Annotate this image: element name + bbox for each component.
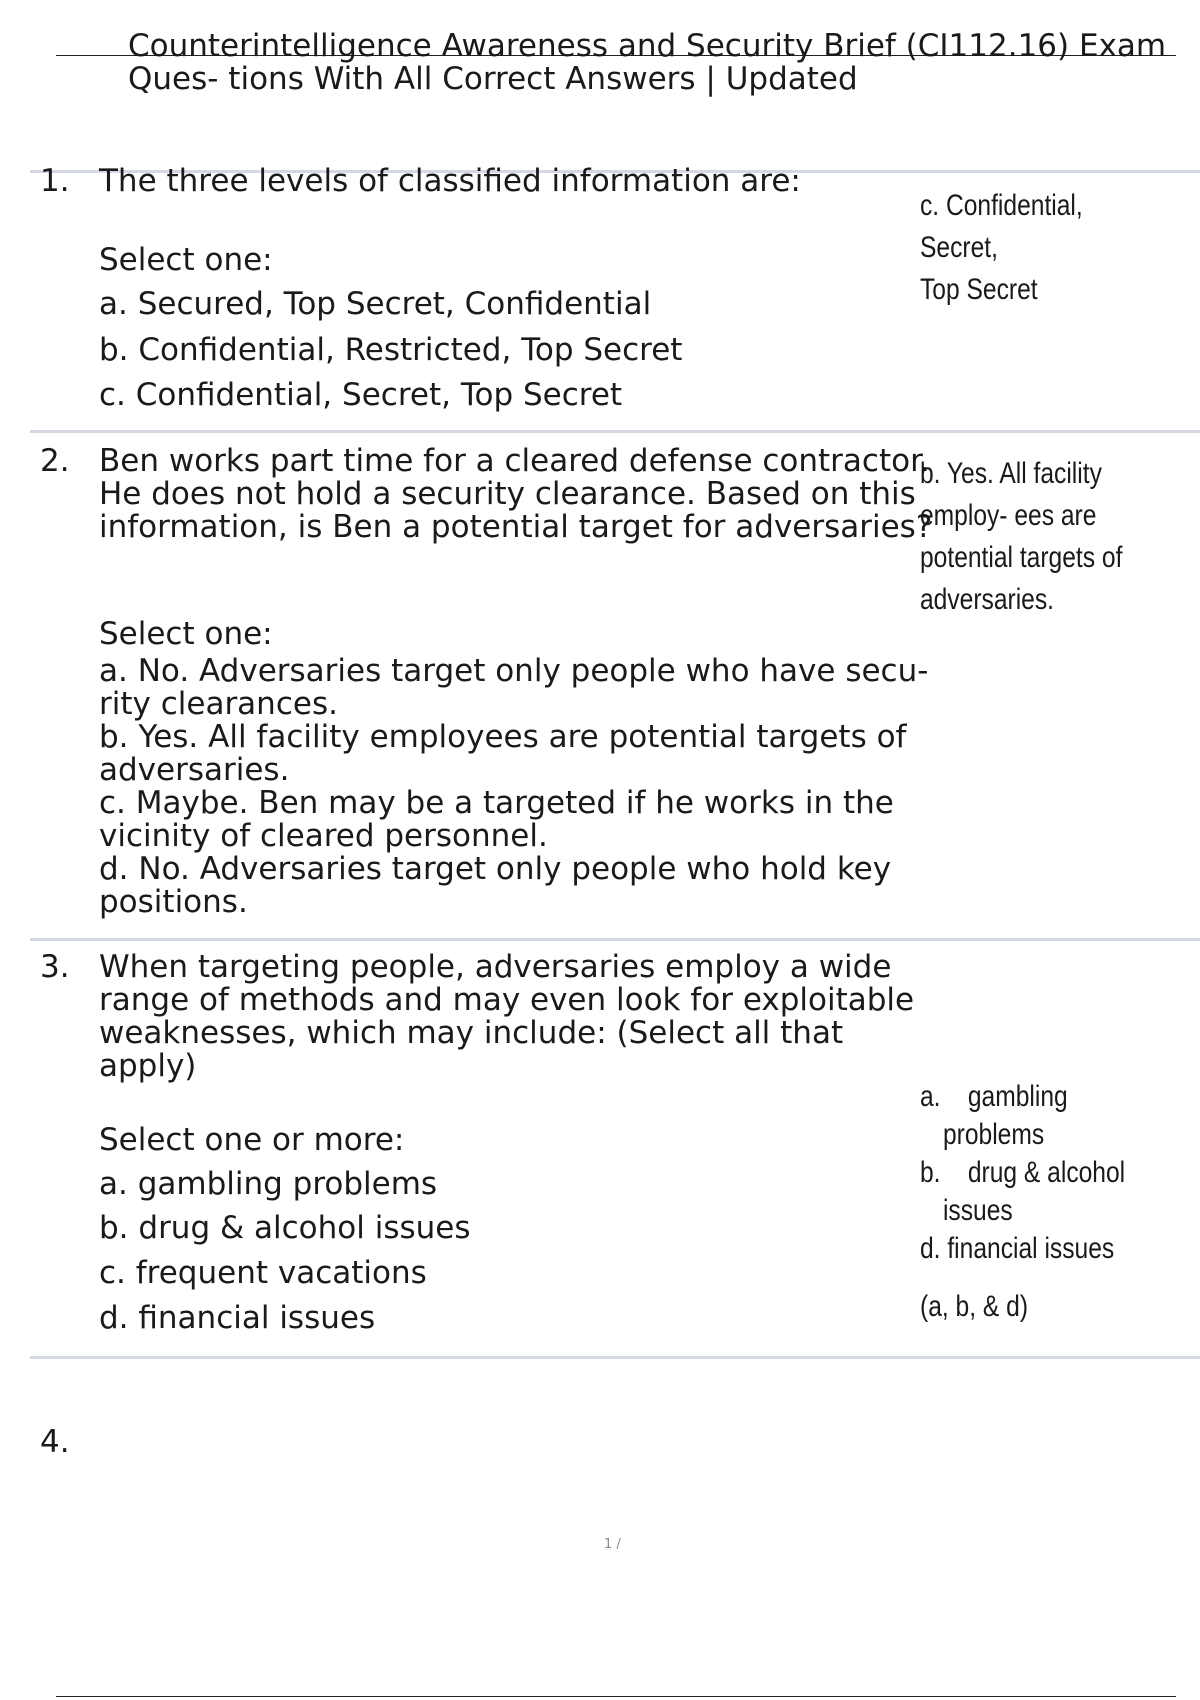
answer-line: employ- ees are bbox=[920, 499, 1097, 532]
answer-line: Top Secret bbox=[920, 273, 1038, 306]
answer-line: (a, b, & d) bbox=[920, 1290, 1029, 1323]
answer-line: b. drug & alcohol bbox=[920, 1156, 1126, 1189]
option-c: c. Maybe. Ben may be a targeted if he works in the vicinity of cleared personnel. bbox=[99, 785, 894, 854]
option-a: a. Secured, Top Secret, Confidential bbox=[99, 286, 652, 322]
question-number: 2. bbox=[40, 443, 70, 479]
question-number: 3. bbox=[40, 949, 70, 985]
document-title: Counterintelligence Awareness and Security Brief (CI112.16) Exam Ques- tions With All Correct Answers | Updated bbox=[128, 28, 1167, 97]
option-c: c. frequent vacations bbox=[99, 1255, 427, 1291]
option-a: a. gambling problems bbox=[99, 1166, 438, 1202]
question-text: Ben works part time for a cleared defense contractor. He does not hold a security clearance. Based on this information, is Ben a potential target for adversaries? bbox=[99, 443, 933, 545]
question-row-1 bbox=[30, 163, 1200, 433]
select-label: Select one: bbox=[99, 616, 273, 652]
correct-answer bbox=[920, 453, 1141, 621]
answer-line: adversaries. bbox=[920, 583, 1054, 616]
option-a: a. No. Adversaries target only people who have secu- rity clearances. bbox=[99, 653, 929, 722]
page-number: 1 / bbox=[604, 1537, 621, 1552]
question-number: 1. bbox=[40, 163, 70, 199]
answer-line: c. Confidential, Secret, bbox=[920, 189, 1083, 264]
answer-line: potential targets of bbox=[920, 541, 1123, 574]
question-number: 4. bbox=[40, 1424, 70, 1460]
option-b: b. drug & alcohol issues bbox=[99, 1210, 471, 1246]
correct-answer bbox=[920, 185, 1141, 311]
section-rule bbox=[30, 1356, 1200, 1359]
answer-line: b. Yes. All facility bbox=[920, 457, 1102, 490]
answer-line: problems bbox=[942, 1118, 1045, 1151]
question-text: When targeting people, adversaries employ a wide range of methods and may even look for exploitable weaknesses, which may include: (Select all that apply) bbox=[99, 949, 915, 1084]
answer-line: a. gambling bbox=[920, 1080, 1068, 1113]
question-text: The three levels of classified information are: bbox=[99, 163, 801, 199]
answer-line: issues bbox=[942, 1194, 1013, 1227]
select-label: Select one: bbox=[99, 242, 273, 278]
question-row-3 bbox=[30, 938, 1200, 1359]
option-c: c. Confidential, Secret, Top Secret bbox=[99, 377, 623, 413]
footer-rule bbox=[56, 1696, 1176, 1697]
correct-answer bbox=[920, 1078, 1141, 1326]
option-b: b. Yes. All facility employees are potential targets of adversaries. bbox=[99, 719, 907, 788]
question-row-2 bbox=[30, 430, 1200, 941]
option-d: d. financial issues bbox=[99, 1300, 376, 1336]
answer-line: d. financial issues bbox=[920, 1232, 1115, 1265]
option-b: b. Confidential, Restricted, Top Secret bbox=[99, 332, 683, 368]
option-d: d. No. Adversaries target only people who hold key positions. bbox=[99, 851, 892, 920]
select-label: Select one or more: bbox=[99, 1122, 405, 1158]
